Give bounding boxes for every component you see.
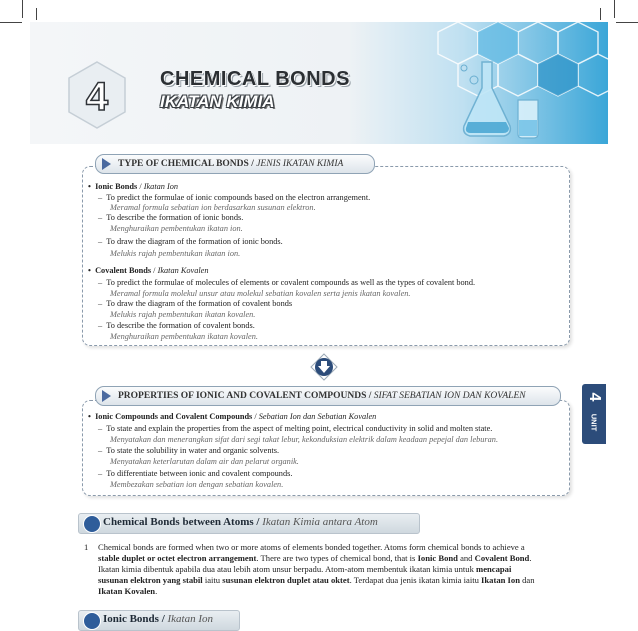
list-item: Membezakan sebatian ion dengan sebatian kovalen.	[110, 480, 284, 489]
atom-icon	[83, 612, 101, 630]
chapter-title-en: CHEMICAL BONDS	[160, 68, 350, 90]
unit-number: 4	[586, 392, 603, 402]
play-triangle-icon	[102, 390, 111, 402]
list-item: Melukis rajah pembentukan ikatan ion.	[110, 249, 241, 258]
flask-icon	[461, 62, 510, 136]
crop-mark	[22, 0, 23, 18]
paragraph-line: stable duplet or octet electron arrangement. There are two types of chemical bond, that is Ionic Bond and Covalent Bond.	[98, 553, 532, 563]
section2-title-en: PROPERTIES OF IONIC AND COVALENT COMPOUNDS	[118, 391, 367, 401]
list-item: Meramal formula sebatian ion berdasarkan susunan elektron.	[110, 203, 316, 212]
paragraph-line: Ikatan Kovalen.	[98, 586, 158, 596]
beaker-icon	[518, 100, 538, 138]
hexagon-flask-illustration	[378, 22, 608, 144]
play-triangle-icon	[102, 158, 111, 170]
list-item: Menyatakan dan menerangkan sifat dari segi takat lebur, kekonduksian elektrik dalam keadaan pepejal dan leburan.	[110, 435, 499, 444]
list-item: Menghuraikan pembentukan ikatan ion.	[110, 224, 243, 233]
list-item: – To state and explain the properties from the aspect of melting point, electrical conductivity in solid and molten state.	[98, 424, 493, 433]
list-item: – To describe the formation of ionic bonds.	[98, 213, 244, 222]
crop-mark	[36, 8, 37, 20]
crop-mark	[616, 22, 638, 23]
crop-mark	[0, 22, 22, 23]
list-item: – To describe the formation of covalent bonds.	[98, 321, 255, 330]
list-item: Melukis rajah pembentukan ikatan kovalen.	[110, 310, 256, 319]
unit-side-tab	[582, 384, 606, 444]
list-item: – To predict the formulae of molecules of elements or covalent compounds as well as the types of covalent bond.	[98, 278, 476, 287]
crop-mark	[614, 0, 615, 18]
chapter-title-ms: IKATAN KIMIA	[160, 92, 275, 111]
list-item: Menyatakan keterlarutan dalam air dan pelarut organik.	[110, 457, 299, 466]
list-item: – To state the solubility in water and organic solvents.	[98, 446, 280, 455]
list-item: Meramal formula molekul unsur atau molekul sebatian kovalen serta jenis ikatan kovalen.	[110, 289, 411, 298]
section2-title-ms: SIFAT SEBATIAN ION DAN KOVALEN	[373, 391, 526, 401]
subsection2-heading: Ionic Bonds / Ikatan Ion	[78, 610, 240, 631]
list-item: – To draw the diagram of the formation of ionic bonds.	[98, 237, 283, 246]
list-item: • Ionic Compounds and Covalent Compounds / Sebatian Ion dan Sebatian Kovalen	[88, 412, 377, 421]
paragraph-line: susunan elektron yang stabil iaitu susunan elektron duplet atau oktet. Terdapat dua jenis ikatan kimia iaitu Ikatan Ion dan	[98, 575, 535, 585]
down-arrow-icon	[310, 353, 338, 381]
list-item: – To predict the formulae of ionic compounds based on the electron arrangement.	[98, 193, 371, 202]
unit-label: UNIT	[589, 413, 599, 432]
crop-mark	[600, 8, 601, 20]
list-item: – To differentiate between ionic and covalent compounds.	[98, 469, 293, 478]
section1-title-ms: JENIS IKATAN KIMIA	[256, 159, 344, 169]
subsection1-heading: Chemical Bonds between Atoms / Ikatan Kimia antara Atom	[78, 513, 420, 534]
section1-header: TYPE OF CHEMICAL BONDS / JENIS IKATAN KIMIA	[95, 154, 375, 174]
atom-icon	[83, 515, 101, 533]
section2-header: PROPERTIES OF IONIC AND COVALENT COMPOUNDS / SIFAT SEBATIAN ION DAN KOVALEN	[95, 386, 561, 406]
list-item: – To draw the diagram of the formation of covalent bonds	[98, 299, 293, 308]
list-item: • Covalent Bonds / Ikatan Kovalen	[88, 266, 209, 275]
list-item: • Ionic Bonds / Ikatan Ion	[88, 182, 179, 191]
chapter-number: 4	[85, 75, 109, 119]
list-item: Menghuraikan pembentukan ikatan kovalen.	[110, 332, 258, 341]
section1-title-en: TYPE OF CHEMICAL BONDS	[118, 159, 249, 169]
paragraph-line: Chemical bonds are formed when two or more atoms of elements bonded together. Atoms form chemical bonds to achieve a	[98, 542, 525, 552]
paragraph-line: Ikatan kimia dibentuk apabila dua atau lebih atom unsur berpadu. Atom-atom membentuk ikatan kimia untuk mencapai	[98, 564, 512, 574]
chapter-number-badge	[66, 60, 128, 130]
paragraph-number: 1	[84, 542, 89, 552]
